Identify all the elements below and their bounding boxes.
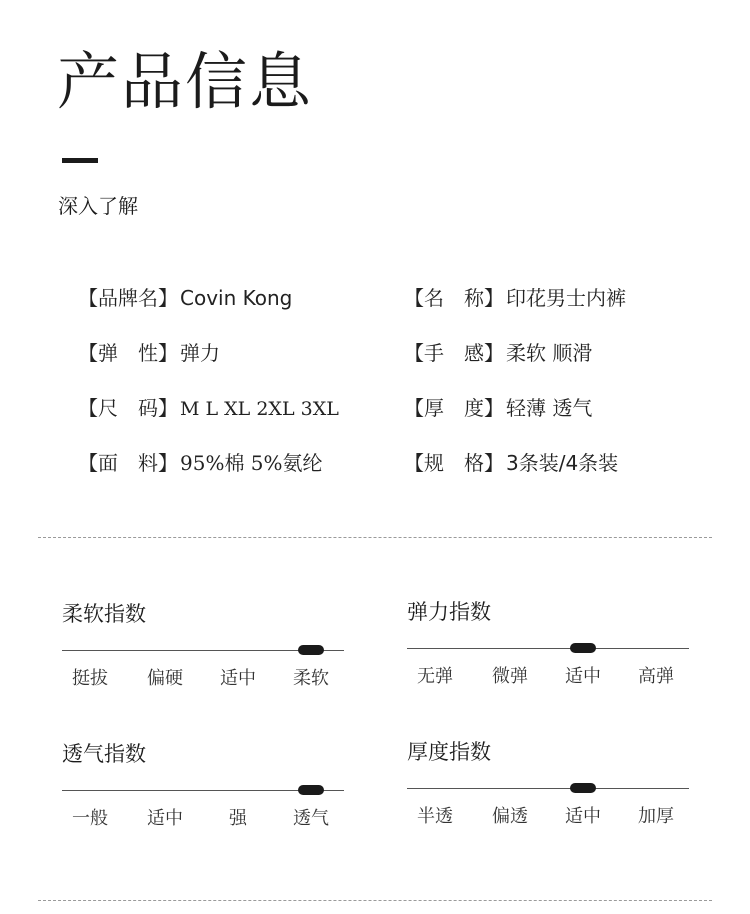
spec-key: 【面 料】: [78, 451, 178, 475]
spec-value: 3条装/4条装: [506, 451, 619, 475]
spec-value: 柔软 顺滑: [506, 341, 593, 365]
spec-elasticity: [78, 339, 220, 367]
spec-key: 【尺 码】: [78, 396, 178, 420]
meter-track: [407, 788, 689, 789]
spec-key: 【名 称】: [404, 286, 504, 310]
page-title: 产品信息: [57, 45, 314, 118]
spec-thickness: [404, 394, 592, 422]
meter-track: [407, 648, 689, 649]
spec-key: 【品牌名】: [78, 286, 178, 310]
meter-labels: [62, 806, 344, 832]
meter-label: 适中: [220, 668, 256, 689]
spec-key: 【手 感】: [404, 341, 504, 365]
spec-value: 轻薄 透气: [506, 396, 593, 420]
meter-title: 柔软指数: [62, 602, 146, 626]
meter-label: 柔软: [293, 668, 329, 689]
breathability-meter: [62, 740, 344, 850]
meter-indicator: [570, 783, 596, 793]
spec-handfeel: [404, 339, 592, 367]
meter-label: 一般: [72, 808, 108, 829]
spec-value: 95%棉 5%氨纶: [180, 451, 323, 475]
spec-value: M L XL 2XL 3XL: [180, 398, 339, 420]
meter-title: 弹力指数: [407, 600, 491, 624]
meter-label: 挺拔: [72, 668, 108, 689]
meter-title: 透气指数: [62, 742, 146, 766]
spec-value: 印花男士内裤: [506, 286, 626, 310]
meter-title: 厚度指数: [407, 740, 491, 764]
spec-key: 【规 格】: [404, 451, 504, 475]
meter-label: 适中: [147, 808, 183, 829]
spec-value: 弹力: [180, 341, 220, 365]
meter-label: 适中: [565, 806, 601, 827]
meter-indicator: [298, 785, 324, 795]
title-underline: [62, 158, 98, 163]
section-divider: [38, 537, 712, 538]
spec-size: [78, 394, 339, 423]
bottom-divider: [38, 900, 712, 901]
meter-label: 加厚: [638, 806, 674, 827]
meter-label: 偏透: [492, 806, 528, 827]
meter-label: 偏硬: [147, 668, 183, 689]
meter-label: 微弹: [492, 666, 528, 687]
spec-key: 【弹 性】: [78, 341, 178, 365]
spec-package: [404, 449, 618, 477]
meter-label: 半透: [417, 806, 453, 827]
softness-meter: [62, 600, 344, 710]
meter-indicator: [570, 643, 596, 653]
spec-key: 【厚 度】: [404, 396, 504, 420]
spec-name: [404, 284, 626, 312]
meter-labels: [407, 804, 689, 830]
meter-labels: [407, 664, 689, 690]
spec-value: Covin Kong: [180, 286, 293, 310]
elasticity-meter: [407, 598, 689, 708]
meter-indicator: [298, 645, 324, 655]
meter-label: 高弹: [638, 666, 674, 687]
page-subtitle: 深入了解: [58, 194, 138, 218]
meter-label: 透气: [293, 808, 329, 829]
meter-label: 适中: [565, 666, 601, 687]
thickness-meter: [407, 738, 689, 848]
meter-label: 强: [229, 808, 247, 829]
spec-brand: [78, 284, 292, 312]
spec-fabric: [78, 449, 323, 477]
meter-label: 无弹: [417, 666, 453, 687]
meter-labels: [62, 666, 344, 692]
